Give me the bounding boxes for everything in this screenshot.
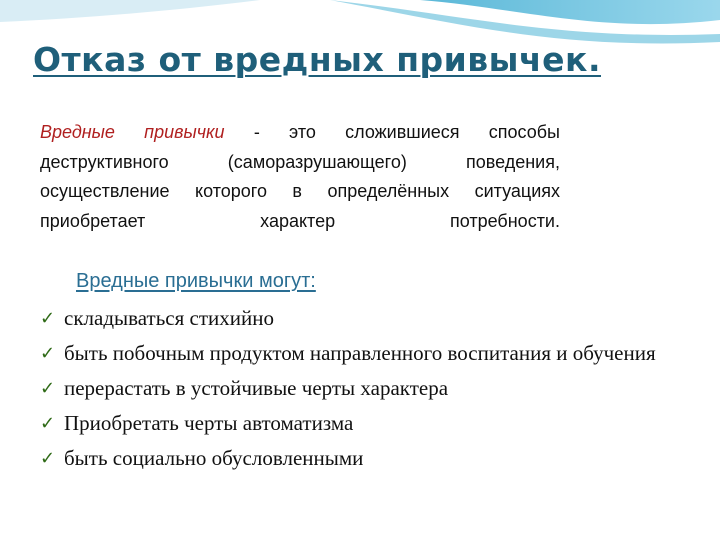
list-item <box>40 444 656 473</box>
list-item <box>40 304 656 333</box>
checkmark-icon: ✓ <box>40 343 56 364</box>
list-item-text: быть побочным продуктом направленного воспитания и обучения <box>64 341 656 365</box>
list-item-text: быть социально обусловленными <box>64 446 364 470</box>
checkmark-icon: ✓ <box>40 378 56 399</box>
list-heading: Вредные привычки могут: <box>76 270 316 292</box>
list-item-text: перерастать в устойчивые черты характера <box>64 376 449 400</box>
checkmark-icon: ✓ <box>40 448 56 469</box>
checkmark-icon: ✓ <box>40 308 56 329</box>
list-item-text: складываться стихийно <box>64 306 274 330</box>
list-item <box>40 409 656 438</box>
checkmark-icon: ✓ <box>40 413 56 434</box>
habits-list <box>40 304 656 479</box>
list-item <box>40 339 656 368</box>
slide-title: Отказ от вредных привычек. <box>33 40 601 79</box>
definition-text: - это сложившиеся способы деструктивного (саморазрушающего) поведения, осуществление которого в определённых ситуациях приобретает характер потребности. <box>40 122 560 231</box>
list-item-text: Приобретать черты автоматизма <box>64 411 354 435</box>
definition-term: Вредные привычки <box>40 122 225 142</box>
definition-paragraph <box>40 118 560 236</box>
list-item <box>40 374 656 403</box>
